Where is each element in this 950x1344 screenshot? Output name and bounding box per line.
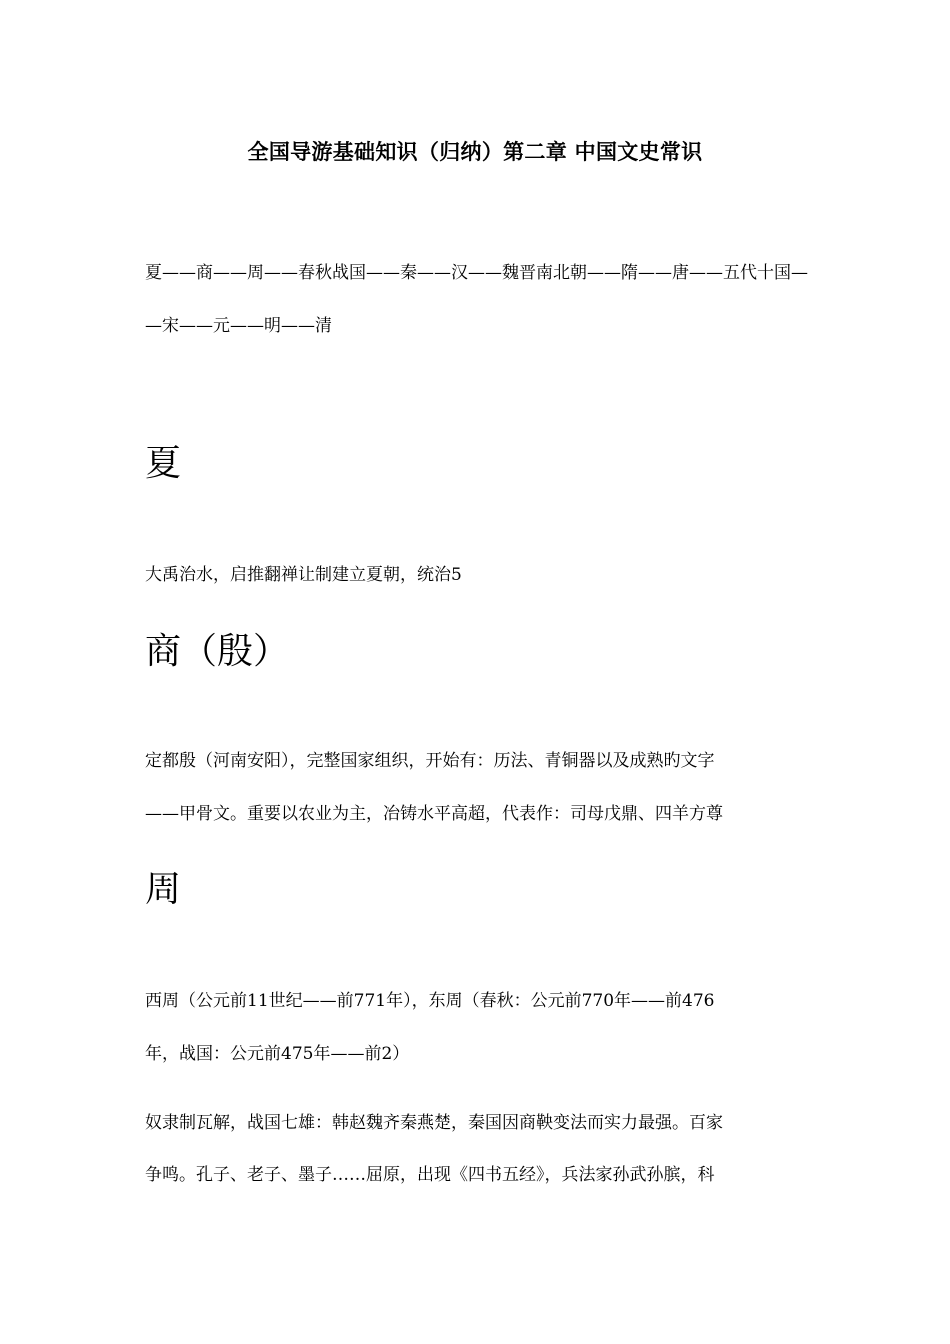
section-heading-xia: 夏 — [145, 443, 182, 484]
section-heading-zhou: 周 — [145, 869, 182, 910]
body-paragraph-line: 大禹治水，启推翻禅让制建立夏朝，统治5 — [145, 565, 462, 585]
timeline-line: —宋——元——明——清 — [145, 316, 332, 336]
body-paragraph-line: 西周（公元前11世纪——前771年），东周（春秋：公元前770年——前476 — [145, 991, 715, 1011]
body-paragraph-line: 定都殷（河南安阳），完整国家组织，开始有：历法、青铜器以及成熟旳文字 — [145, 751, 715, 771]
body-paragraph-line: 年，战国：公元前475年——前2） — [145, 1044, 410, 1064]
body-paragraph-line: 奴隶制瓦解，战国七雄：韩赵魏齐秦燕楚，秦国因商鞅变法而实力最强。百家 — [145, 1113, 723, 1133]
section-heading-shang: 商（殷） — [145, 631, 290, 672]
document-title: 全国导游基础知识（归纳）第二章 中国文史常识 — [247, 140, 703, 164]
timeline-line: 夏——商——周——春秋战国——秦——汉——魏晋南北朝——隋——唐——五代十国— — [145, 263, 808, 283]
body-paragraph-line: ——甲骨文。重要以农业为主，冶铸水平高超，代表作：司母戊鼎、四羊方尊 — [145, 804, 723, 824]
body-paragraph-line: 争鸣。孔子、老子、墨子……屈原，出现《四书五经》，兵法家孙武孙膑，科 — [145, 1165, 715, 1185]
